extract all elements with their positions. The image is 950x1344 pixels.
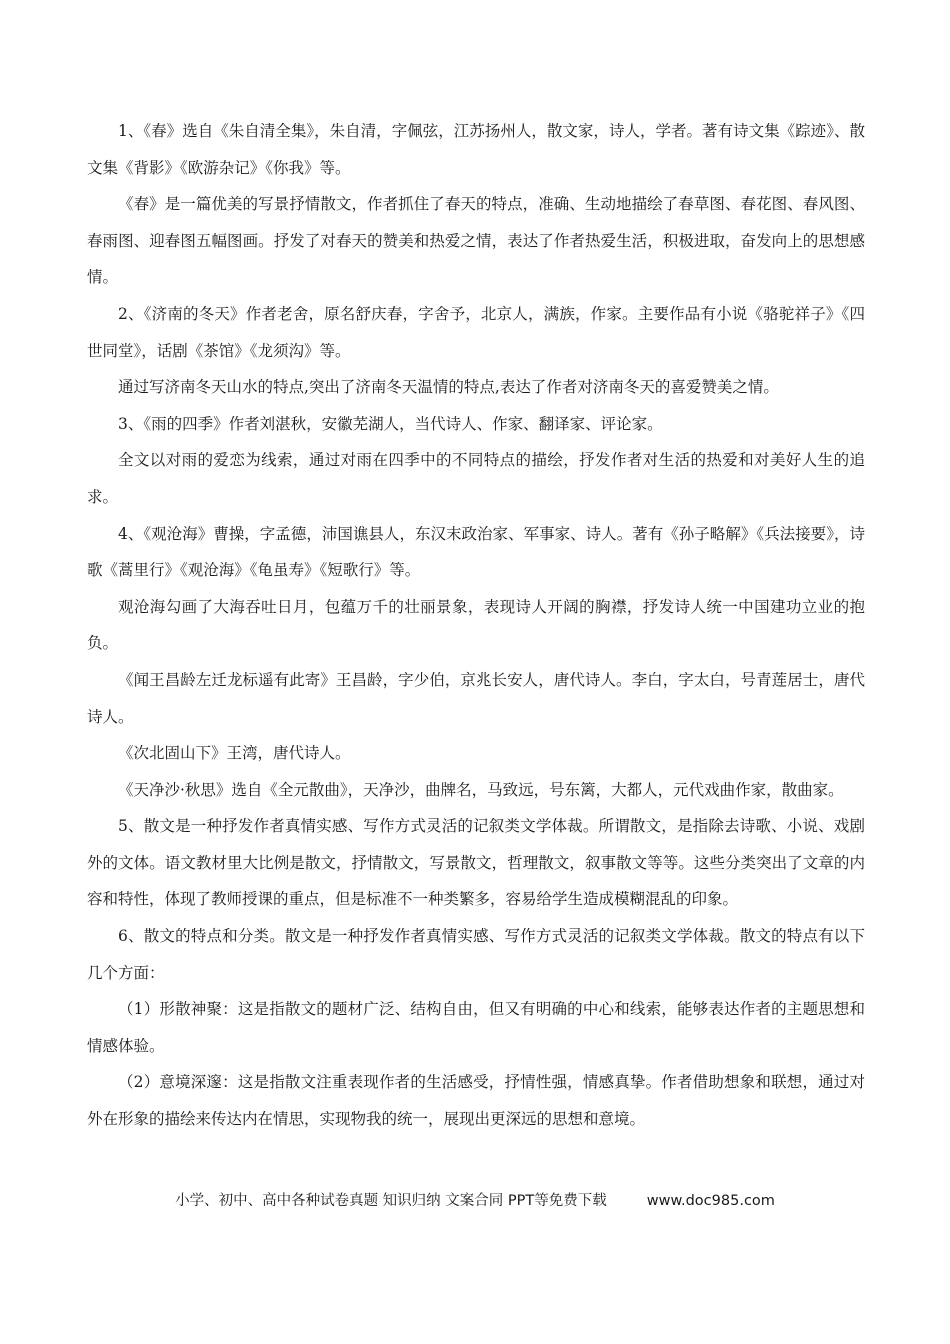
paragraph: 2、《济南的冬天》作者老舍，原名舒庆春，字舍予，北京人，满族，作家。主要作品有小说《骆驼祥子》《四世同堂》，话剧《茶馆》《龙须沟》等。 — [87, 304, 865, 360]
paragraph: 全文以对雨的爱恋为线索，通过对雨在四季中的不同特点的描绘，抒发作者对生活的热爱和对美好人生的追求。 — [87, 451, 865, 506]
paragraph: 观沧海勾画了大海吞吐日月，包蕴万千的壮丽景象，表现诗人开阔的胸襟，抒发诗人统一中国建功立业的抱负。 — [87, 597, 865, 653]
paragraph: 《闻王昌龄左迁龙标遥有此寄》王昌龄，字少伯，京兆长安人，唐代诗人。李白，字太白，号青莲居士，唐代诗人。 — [87, 670, 865, 726]
paragraph: （1）形散神聚：这是指散文的题材广泛、结构自由，但又有明确的中心和线索，能够表达作者的主题思想和情感体验。 — [87, 1000, 865, 1055]
paragraph: 《次北固山下》王湾，唐代诗人。 — [118, 744, 351, 763]
paragraph: 1、《春》选自《朱自清全集》，朱自清，字佩弦，江苏扬州人，散文家，诗人，学者。著有诗文集《踪迹》、散文集《背影》《欧游杂记》《你我》等。 — [87, 122, 865, 177]
paragraph: 通过写济南冬天山水的特点,突出了济南冬天温情的特点,表达了作者对济南冬天的喜爱赞美之情。 — [118, 378, 779, 397]
paragraph: 《春》是一篇优美的写景抒情散文，作者抓住了春天的特点，准确、生动地描绘了春草图、春花图、春风图、春雨图、迎春图五幅图画。抒发了对春天的赞美和热爱之情，表达了作者热爱生活，积极进取，奋发向上的思想感情。 — [87, 195, 865, 287]
document-body — [87, 113, 865, 1138]
paragraph: 3、《雨的四季》作者刘湛秋，安徽芜湖人，当代诗人、作家、翻译家、评论家。 — [118, 414, 663, 433]
paragraph: 6、散文的特点和分类。散文是一种抒发作者真情实感、写作方式灵活的记叙类文学体裁。散文的特点有以下几个方面： — [87, 927, 865, 982]
paragraph: 4、《观沧海》曹操，字孟德，沛国谯县人，东汉末政治家、军事家、诗人。著有《孙子略解》《兵法接要》，诗歌《蒿里行》《观沧海》《龟虽寿》《短歌行》等。 — [87, 524, 865, 580]
paragraph: 5、散文是一种抒发作者真情实感、写作方式灵活的记叙类文学体裁。所谓散文，是指除去诗歌、小说、戏剧外的文体。语文教材里大比例是散文，抒情散文，写景散文，哲理散文，叙事散文等等。这些分类突出了文章的内容和特性，体现了教师授课的重点，但是标准不一种类繁多，容易给学生造成模糊混乱的印象。 — [87, 817, 865, 909]
footer-text: 小学、初中、高中各种试卷真题 知识归纳 文案合同 PPT等免费下载 — [175, 1193, 607, 1209]
paragraph: （2）意境深邃：这是指散文注重表现作者的生活感受，抒情性强，情感真挚。作者借助想象和联想，通过对外在形象的描绘来传达内在情思，实现物我的统一，展现出更深远的思想和意境。 — [87, 1073, 865, 1129]
footer-site-link[interactable]: www.doc985.com — [646, 1193, 775, 1209]
page-footer — [0, 1190, 950, 1212]
paragraph: 《天净沙·秋思》选自《全元散曲》，天净沙，曲牌名，马致远，号东篱，大都人，元代戏曲作家，散曲家。 — [118, 780, 844, 799]
